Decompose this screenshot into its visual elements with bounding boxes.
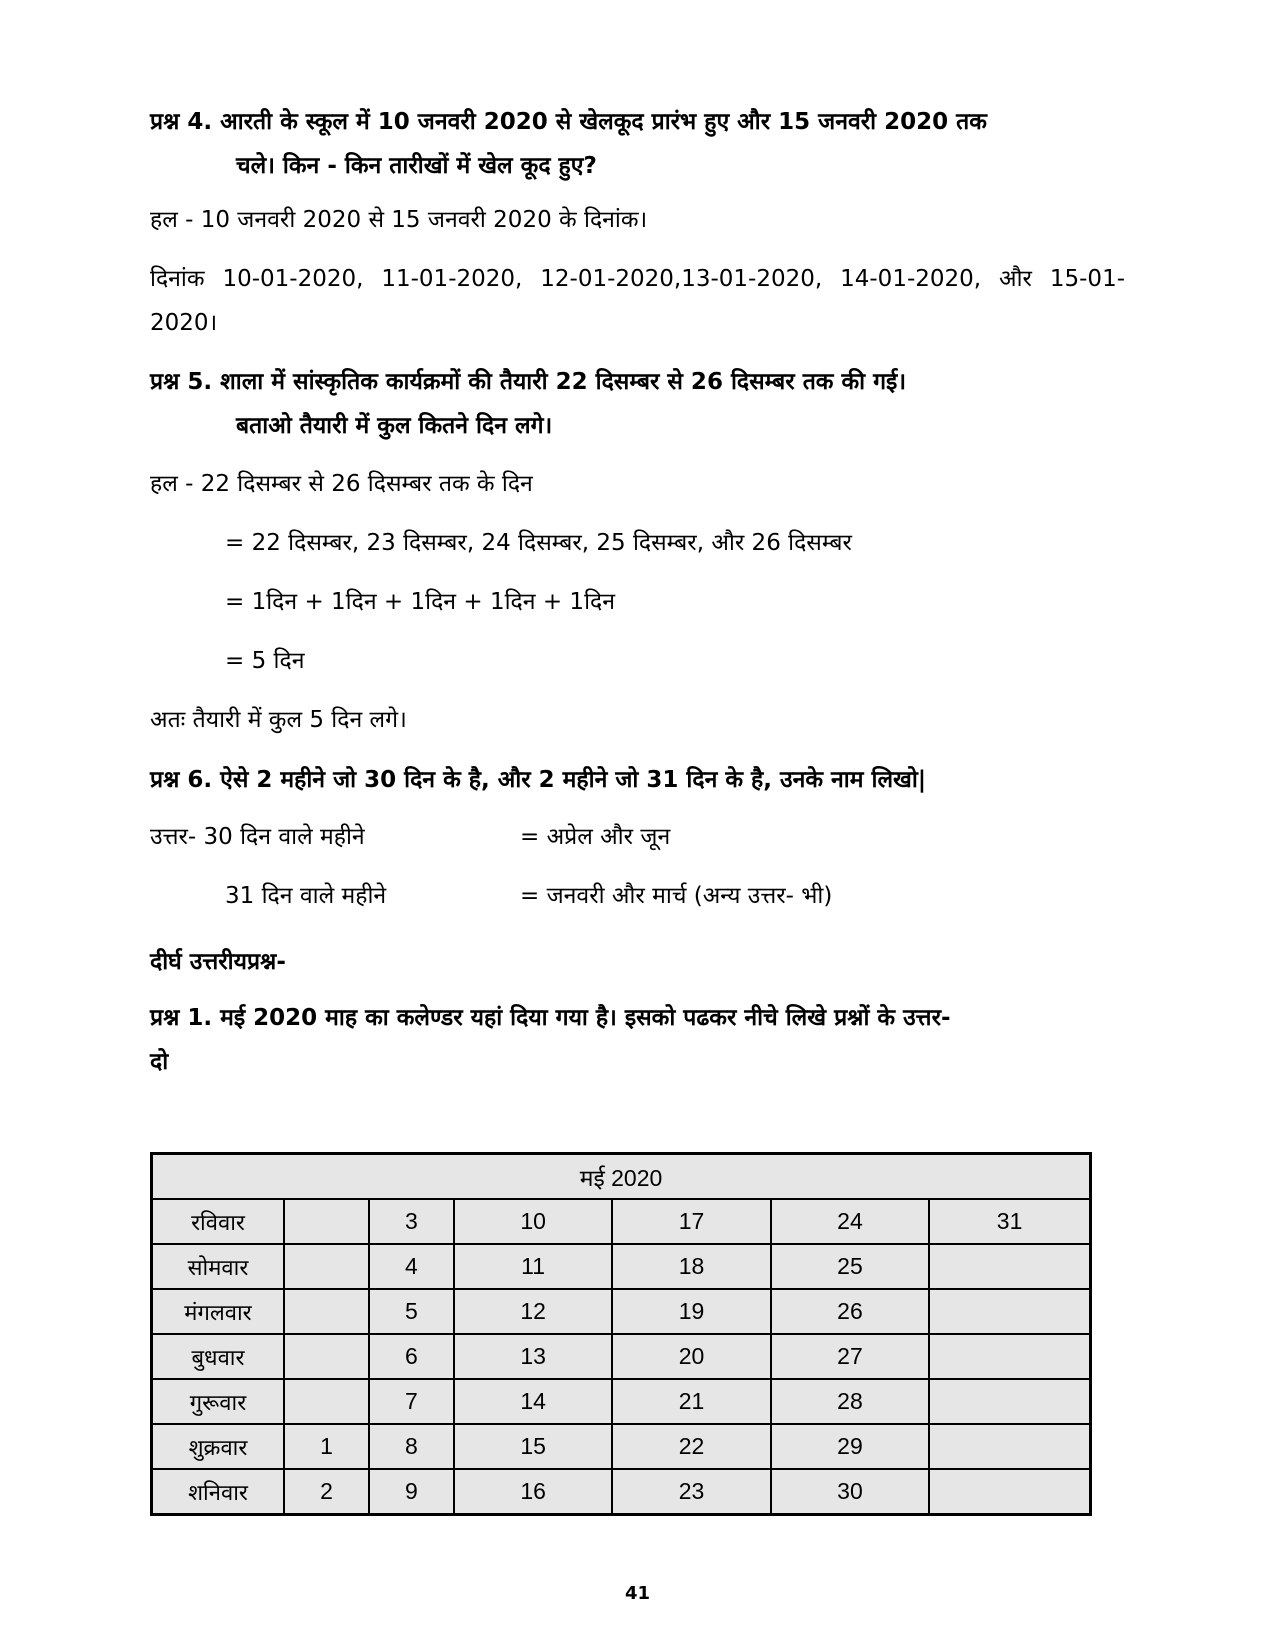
calendar-table	[150, 1152, 1092, 1516]
date-cell: 2	[284, 1469, 369, 1515]
question-5-answer: हल - 22 दिसम्बर से 26 दिसम्बर तक के दिन	[150, 471, 533, 497]
date-cell: 11	[454, 1244, 612, 1289]
date-cell: 12	[454, 1289, 612, 1334]
answer-row2-label: 31 दिन वाले महीने	[225, 883, 387, 909]
date-cell: 9	[369, 1469, 454, 1515]
question-5-step1: = 22 दिसम्बर, 23 दिसम्बर, 24 दिसम्बर, 25 दिसम्बर, और 26 दिसम्बर	[225, 530, 852, 556]
date-cell: 19	[612, 1289, 770, 1334]
date-cell: 27	[771, 1334, 929, 1379]
weekday-cell: सोमवार	[152, 1244, 285, 1289]
date-cell: 17	[612, 1199, 770, 1244]
date-cell	[284, 1244, 369, 1289]
date-cell	[284, 1199, 369, 1244]
date-cell: 26	[771, 1289, 929, 1334]
question-6	[150, 758, 1125, 802]
date-cell	[284, 1289, 369, 1334]
date-cell: 22	[612, 1424, 770, 1469]
date-cell: 23	[612, 1469, 770, 1515]
weekday-cell: रविवार	[152, 1199, 285, 1244]
calendar-body	[152, 1199, 1091, 1515]
question-5-line1: प्रश्न 5. शाला में सांस्कृतिक कार्यक्रमों की तैयारी 22 दिसम्बर से 26 दिसम्बर तक की गई।	[150, 369, 907, 395]
table-row	[152, 1289, 1091, 1334]
section-heading: दीर्घ उत्तरीयप्रश्न-	[150, 949, 286, 975]
date-cell: 4	[369, 1244, 454, 1289]
date-cell: 29	[771, 1424, 929, 1469]
weekday-cell: गुरूवार	[152, 1379, 285, 1424]
question-6-answer-row1	[150, 815, 670, 859]
date-cell: 8	[369, 1424, 454, 1469]
question-5-step2: = 1दिन + 1दिन + 1दिन + 1दिन + 1दिन	[225, 589, 615, 615]
long-question-1-line1: प्रश्न 1. मई 2020 माह का कलेण्डर यहां दिया गया है। इसको पढकर नीचे लिखे प्रश्नों के उत्तर-	[150, 1005, 951, 1031]
date-cell: 21	[612, 1379, 770, 1424]
question-4	[150, 100, 1125, 188]
weekday-cell: शनिवार	[152, 1469, 285, 1515]
date-cell: 24	[771, 1199, 929, 1244]
answer-row2-value: = जनवरी और मार्च (अन्य उत्तर- भी)	[520, 883, 833, 909]
date-cell: 14	[454, 1379, 612, 1424]
date-cell	[929, 1244, 1090, 1289]
question-6-text: प्रश्न 6. ऐसे 2 महीने जो 30 दिन के है, और 2 महीने जो 31 दिन के है, उनके नाम लिखो|	[150, 767, 927, 793]
weekday-cell: शुक्रवार	[152, 1424, 285, 1469]
question-5-conclusion: अतः तैयारी में कुल 5 दिन लगे।	[150, 707, 407, 733]
date-cell: 20	[612, 1334, 770, 1379]
calendar-title: मई 2020	[152, 1154, 1091, 1200]
table-row	[152, 1379, 1091, 1424]
date-cell: 16	[454, 1469, 612, 1515]
weekday-cell: मंगलवार	[152, 1289, 285, 1334]
date-cell: 30	[771, 1469, 929, 1515]
table-row	[152, 1424, 1091, 1469]
table-row	[152, 1334, 1091, 1379]
weekday-cell: बुधवार	[152, 1334, 285, 1379]
date-cell: 1	[284, 1424, 369, 1469]
question-4-dates: दिनांक 10-01-2020, 11-01-2020, 12-01-2020,13-01-2020, 14-01-2020, और 15-01-2020।	[150, 266, 1125, 336]
question-5-step3: = 5 दिन	[225, 648, 305, 674]
question-4-line2: चले। किन - किन तारीखों में खेल कूद हुए?	[236, 153, 597, 179]
date-cell: 15	[454, 1424, 612, 1469]
question-5-line2: बताओ तैयारी में कुल कितने दिन लगे।	[236, 413, 553, 439]
question-4-line1: प्रश्न 4. आरती के स्कूल में 10 जनवरी 2020 से खेलकूद प्रारंभ हुए और 15 जनवरी 2020 तक	[150, 109, 987, 135]
long-question-1	[150, 996, 1125, 1084]
date-cell	[929, 1289, 1090, 1334]
date-cell: 25	[771, 1244, 929, 1289]
date-cell	[284, 1334, 369, 1379]
date-cell: 13	[454, 1334, 612, 1379]
date-cell: 31	[929, 1199, 1090, 1244]
date-cell	[284, 1379, 369, 1424]
answer-row1-value: = अप्रेल और जून	[520, 824, 671, 850]
table-row	[152, 1199, 1091, 1244]
date-cell	[929, 1424, 1090, 1469]
date-cell	[929, 1469, 1090, 1515]
table-row	[152, 1469, 1091, 1515]
answer-row1-label: उत्तर- 30 दिन वाले महीने	[150, 824, 365, 850]
date-cell: 3	[369, 1199, 454, 1244]
long-question-1-line2: दो	[150, 1049, 169, 1075]
page-number: 41	[624, 1583, 651, 1604]
date-cell: 28	[771, 1379, 929, 1424]
date-cell: 7	[369, 1379, 454, 1424]
question-4-answer: हल - 10 जनवरी 2020 से 15 जनवरी 2020 के दिनांक।	[150, 207, 648, 233]
date-cell	[929, 1379, 1090, 1424]
date-cell: 18	[612, 1244, 770, 1289]
table-row	[152, 1244, 1091, 1289]
date-cell: 5	[369, 1289, 454, 1334]
date-cell: 6	[369, 1334, 454, 1379]
question-6-answer-row2	[225, 874, 832, 918]
date-cell	[929, 1334, 1090, 1379]
date-cell: 10	[454, 1199, 612, 1244]
question-5	[150, 360, 1125, 448]
